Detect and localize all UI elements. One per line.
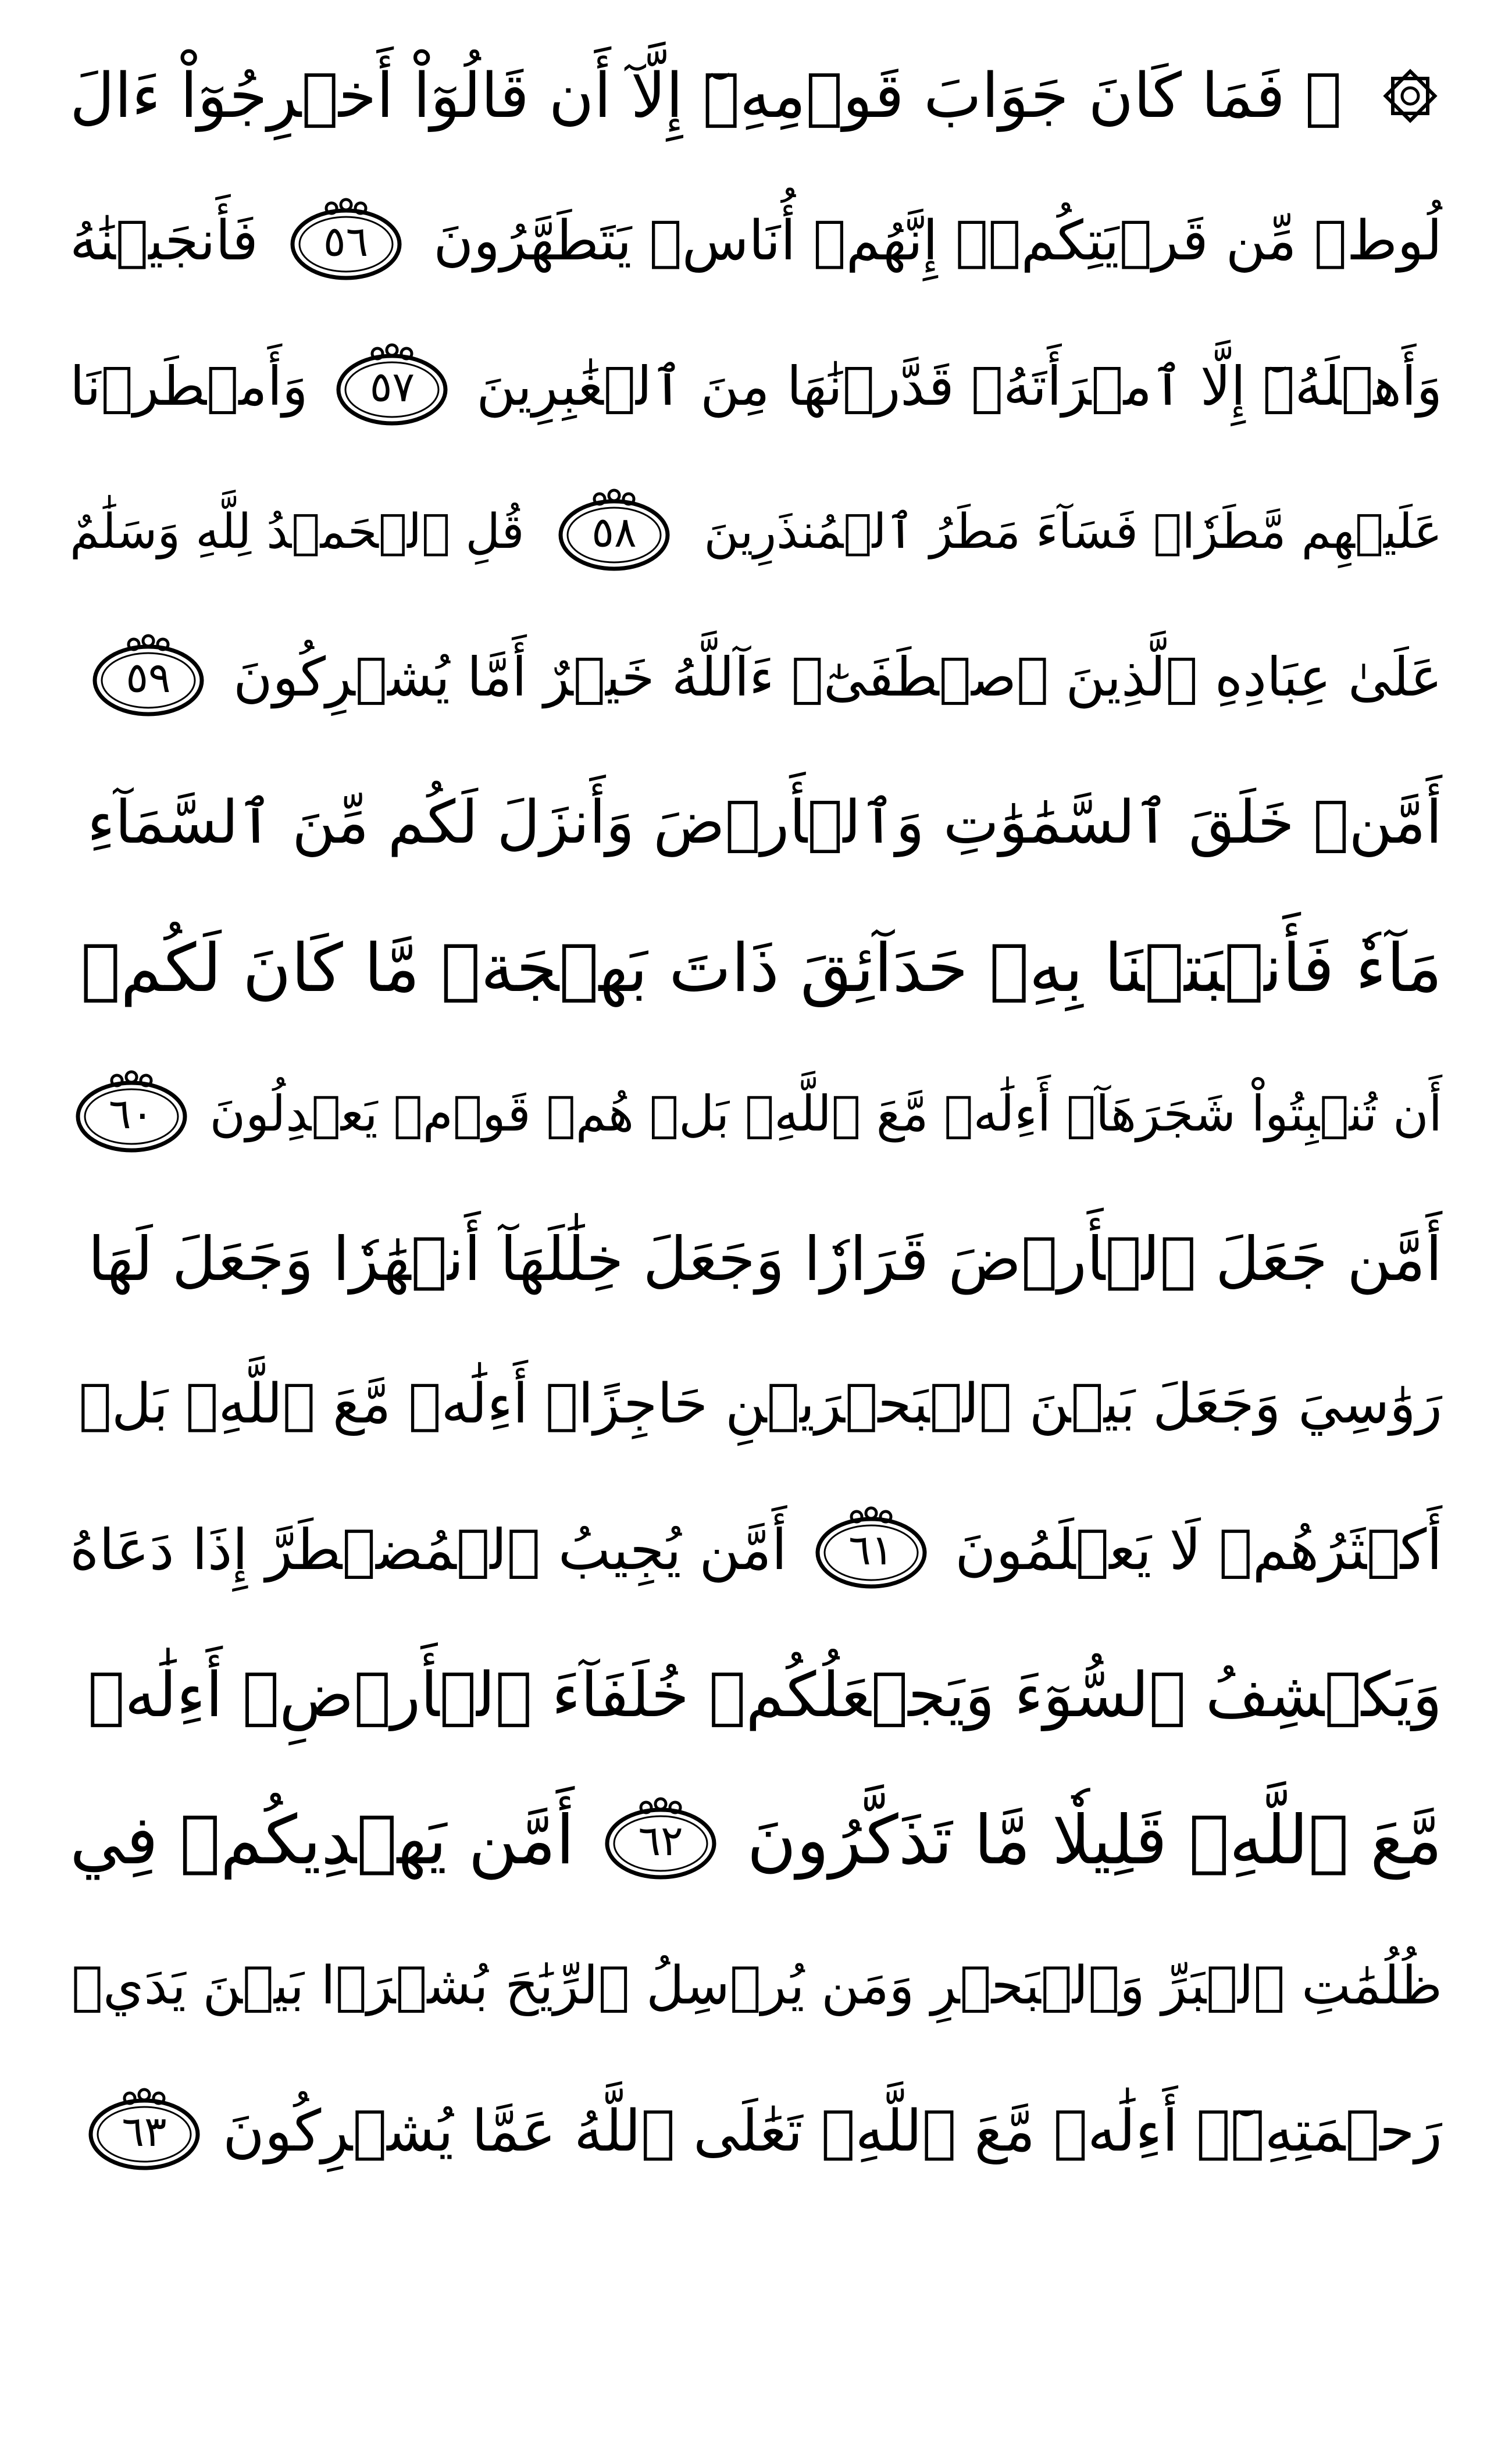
verse-text: أَمَّنۡ خَلَقَ ٱلسَّمَٰوَٰتِ وَٱلۡأَرۡضَ وَأَنزَلَ لَكُم مِّنَ ٱلسَّمَآءِ	[87, 788, 1442, 857]
mushaf-page	[70, 23, 1442, 2423]
verse-text: أَمَّن جَعَلَ ٱلۡأَرۡضَ قَرَارٗا وَجَعَلَ خِلَٰلَهَآ أَنۡهَٰرٗا وَجَعَلَ لَهَا	[88, 1224, 1442, 1295]
text-line	[70, 1913, 1442, 2059]
ayah-number: ٥٨	[591, 508, 637, 557]
verse-text: فَأَنجَيۡنَٰهُ	[70, 209, 258, 273]
ayah-number: ٦٢	[638, 1816, 683, 1865]
verse-text: رَوَٰسِيَ وَجَعَلَ بَيۡنَ ٱلۡبَحۡرَيۡنِ حَاجِزًاۗ أَءِلَٰهٞ مَّعَ ٱللَّهِۚ بَلۡ	[79, 1372, 1442, 1436]
ayah-number: ٦٠	[108, 1089, 154, 1138]
text-line	[70, 1186, 1442, 1332]
ayah-number-marker	[331, 343, 453, 430]
rub-el-hizb-star-icon	[1378, 64, 1442, 128]
text-line	[70, 459, 1442, 605]
text-line	[70, 896, 1442, 1041]
verse-text: لُوطٖ مِّن قَرۡيَتِكُمۡۖ إِنَّهُمۡ أُنَاسٞ يَتَطَهَّرُونَ	[433, 209, 1442, 273]
verse-text: وَأَهۡلَهُۥٓ إِلَّا ٱمۡرَأَتَهُۥ قَدَّرۡنَٰهَا مِنَ ٱلۡغَٰبِرِينَ	[476, 355, 1442, 418]
text-line	[70, 750, 1442, 896]
ayah-number-marker	[810, 1506, 932, 1593]
verse-text: ۞ فَمَا كَانَ جَوَابَ قَوۡمِهِۦٓ إِلَّآ أَن قَالُوٓاْ أَخۡرِجُوٓاْ ءَالَ	[70, 60, 1342, 131]
ayah-number-marker	[600, 1797, 722, 1884]
text-line	[70, 314, 1442, 459]
text-line	[70, 169, 1442, 314]
text-line	[70, 605, 1442, 750]
text-line	[70, 1332, 1442, 1477]
rub-el-hizb-icon	[1378, 64, 1442, 128]
verse-text: أَمَّن يَهۡدِيكُمۡ فِي	[70, 1801, 575, 1880]
ayah-number: ٥٦	[323, 217, 369, 266]
text-line	[70, 1477, 1442, 1623]
verse-text: عَلَىٰ عِبَادِهِ ٱلَّذِينَ ٱصۡطَفَىٰٓۗ ءَآللَّهُ خَيۡرٌ أَمَّا يُشۡرِكُونَ	[233, 646, 1442, 708]
ayah-number-marker	[553, 489, 675, 576]
verse-text: أَن تُنۢبِتُواْ شَجَرَهَآۗ أَءِلَٰهٞ مَّعَ ٱللَّهِۚ بَلۡ هُمۡ قَوۡمٞ يَعۡدِلُونَ	[209, 1085, 1442, 1142]
verse-text: أَكۡثَرُهُمۡ لَا يَعۡلَمُونَ	[955, 1517, 1442, 1582]
ayah-number: ٦٣	[122, 2107, 167, 2156]
verse-text: ظُلُمَٰتِ ٱلۡبَرِّ وَٱلۡبَحۡرِ وَمَن يُرۡسِلُ ٱلرِّيَٰحَ بُشۡرَۢا بَيۡنَ يَدَيۡ	[72, 1955, 1442, 2016]
ayah-number: ٥٧	[369, 362, 415, 411]
verse-text: أَمَّن يُجِيبُ ٱلۡمُضۡطَرَّ إِذَا دَعَاهُ	[70, 1517, 787, 1582]
verse-text: رَحۡمَتِهِۦٓۗ أَءِلَٰهٞ مَّعَ ٱللَّهِۚ تَعَٰلَى ٱللَّهُ عَمَّا يُشۡرِكُونَ	[223, 2098, 1442, 2165]
text-line	[70, 23, 1442, 169]
text-line	[70, 1623, 1442, 1768]
ayah-number: ٦١	[848, 1525, 894, 1574]
text-line	[70, 2059, 1442, 2204]
verse-text: وَيَكۡشِفُ ٱلسُّوٓءَ وَيَجۡعَلُكُمۡ خُلَفَآءَ ٱلۡأَرۡضِۗ أَءِلَٰهٞ	[87, 1659, 1442, 1731]
text-line	[70, 1768, 1442, 1913]
text-line	[70, 1041, 1442, 1186]
verse-text: قُلِ ٱلۡحَمۡدُ لِلَّهِ وَسَلَٰمٌ	[70, 504, 525, 559]
ayah-number: ٥٩	[126, 653, 171, 702]
ayah-number-marker	[285, 198, 407, 285]
verse-text: مَآءٗ فَأَنۢبَتۡنَا بِهِۦ حَدَآئِقَ ذَاتَ بَهۡجَةٖ مَّا كَانَ لَكُمۡ	[80, 929, 1442, 1007]
verse-text: وَأَمۡطَرۡنَا	[70, 355, 308, 418]
ayah-number-marker	[87, 634, 209, 721]
ayah-number-marker	[70, 1070, 192, 1157]
ayah-number-marker	[83, 2088, 205, 2175]
verse-text: عَلَيۡهِم مَّطَرٗاۖ فَسَآءَ مَطَرُ ٱلۡمُنذَرِينَ	[704, 504, 1442, 559]
verse-text: مَّعَ ٱللَّهِۚ قَلِيلٗا مَّا تَذَكَّرُونَ	[747, 1801, 1442, 1880]
